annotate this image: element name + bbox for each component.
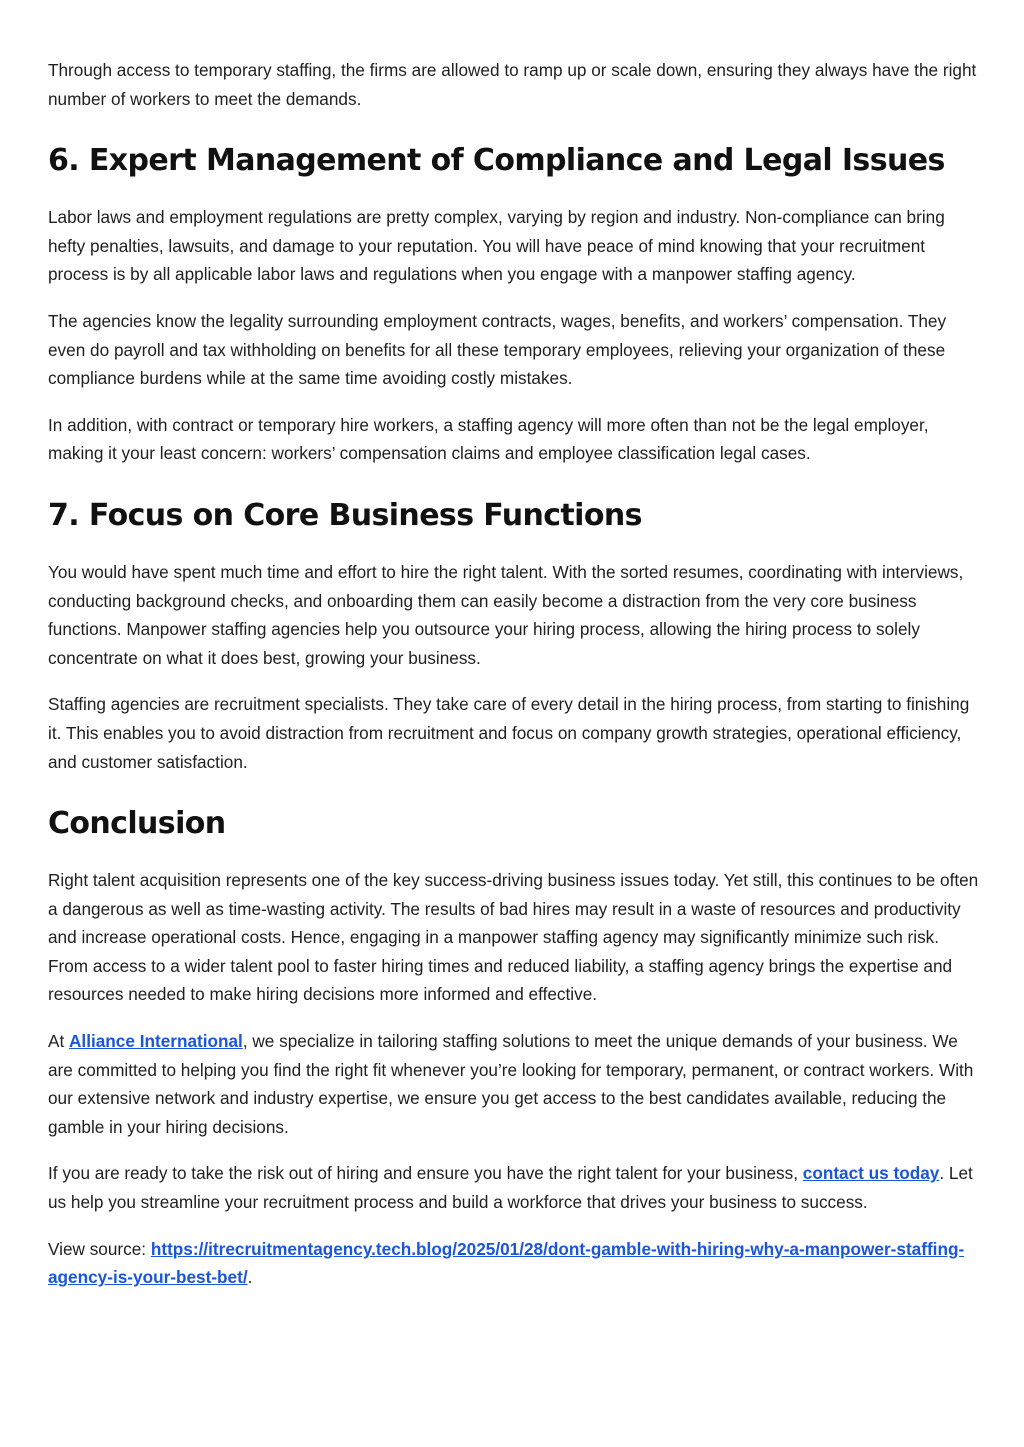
section-6-heading: 6. Expert Management of Compliance and Legal Issues: [48, 143, 945, 179]
paragraph-text: . Let us help you streamline your recruitment process and build a workforce that drives your business to success.: [48, 1163, 973, 1213]
paragraph-text: , we specialize in tailoring staffing solutions to meet the unique demands of your business. We are committed to helping you find the right fit whenever you’re looking for temporary, permanent, or contract workers. With our extensive network and industry expertise, we ensure you get access to the best candidates available, reducing the gamble in your hiring decisions.: [48, 1031, 974, 1137]
conclusion-paragraph-2: [48, 1027, 980, 1141]
conclusion-heading: Conclusion: [48, 806, 226, 842]
paragraph-text: If you are ready to take the risk out of hiring and ensure you have the right talent for your business,: [48, 1163, 803, 1184]
conclusion-paragraph-1: Right talent acquisition represents one of the key success-driving business issues today. Yet still, this continues to be often a dangerous as well as time-wasting activity. The results of bad hires may result in a waste of resources and productivity and increase operational costs. Hence, engaging in a manpower staffing agency may significantly minimize such risk. From access to a wider talent pool to faster hiring times and reduced liability, a staffing agency brings the expertise and resources needed to make hiring decisions more informed and effective.: [48, 870, 979, 1005]
contact-us-link[interactable]: contact us today: [802, 1163, 940, 1184]
section-7-heading: 7. Focus on Core Business Functions: [48, 497, 642, 533]
period: .: [247, 1267, 253, 1288]
section-6-paragraph-2: The agencies know the legality surrounding employment contracts, wages, benefits, and workers’ compensation. They even do payroll and tax withholding on benefits for all these temporary employees, relieving your organization of these compliance burdens while at the same time avoiding costly mistakes.: [48, 310, 947, 389]
section-6-paragraph-3: In addition, with contract or temporary hire workers, a staffing agency will more often than not be the legal employer, making it your least concern: workers’ compensation claims and employee classification legal cases.: [48, 414, 929, 464]
section-6-paragraph-1: Labor laws and employment regulations are pretty complex, varying by region and industry. Non-compliance can bring hefty penalties, lawsuits, and damage to your reputation. You will have peace of mind knowing that your recruitment process is by all applicable labor laws and regulations when you engage with a manpower staffing agency.: [48, 207, 945, 285]
article-body: [48, 56, 980, 1310]
section-7-paragraph-2: Staffing agencies are recruitment specialists. They take care of every detail in the hiring process, from starting to finishing it. This enables you to avoid distraction from recruitment and focus on company growth strategies, operational efficiency, and customer satisfaction.: [48, 694, 970, 772]
intro-paragraph: Through access to temporary staffing, the firms are allowed to ramp up or scale down, ensuring they always have the right number of workers to meet the demands.: [48, 60, 977, 109]
conclusion-paragraph-3: [48, 1159, 980, 1216]
alliance-international-link[interactable]: Alliance International: [69, 1031, 243, 1052]
paragraph-text: At: [48, 1031, 70, 1052]
source-url-link[interactable]: https://itrecruitmentagency.tech.blog/2025/01/28/dont-gamble-with-hiring-why-a-manpower-staffing-agency-is-your-best-bet/: [48, 1238, 965, 1288]
view-source-line: [48, 1235, 980, 1292]
view-source-label: View source:: [48, 1238, 151, 1259]
section-7-paragraph-1: You would have spent much time and effort to hire the right talent. With the sorted resumes, coordinating with interviews, conducting background checks, and onboarding them can easily become a distraction from the very core business functions. Manpower staffing agencies help you outsource your hiring process, allowing the hiring process to solely concentrate on what it does best, growing your business.: [48, 561, 964, 668]
